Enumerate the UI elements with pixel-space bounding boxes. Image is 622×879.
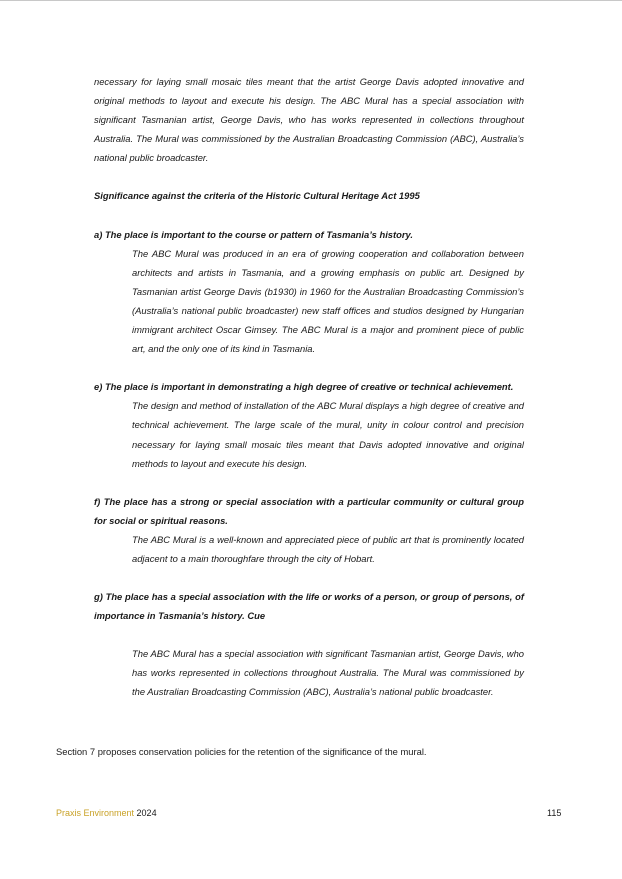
page-number: 115 (547, 808, 562, 818)
criterion-a-body: The ABC Mural was produced in an era of growing cooperation and collaboration between architects and artists in Tasmania, and a growing emphasis on public art. Designed by Tasmanian artist George Davis (b1930) in 1960 for the Australian Broadcasting Commission’s (Australia’s national public broadcaster) new staff offices and studios designed by Hungarian immigrant architect Oscar Gimsey. The ABC Mural is a major and prominent piece of public art, and the only one of its kind in Tasmania. (132, 247, 524, 355)
criterion-a-heading: a) The place is important to the course or pattern of Tasmania’s history. (94, 228, 413, 240)
intro-paragraph: necessary for laying small mosaic tiles meant that the artist George Davis adopted innovative and original methods to layout and execute his design. The ABC Mural has a special association with significant Tasmanian artist, George Davis, who has works represented in collections throughout Australia. The Mural was commissioned by the Australian Broadcasting Commission (ABC), Australia’s national public broadcaster. (94, 76, 524, 164)
spacer (94, 473, 524, 492)
criterion-e-heading: e) The place is important in demonstrating a high degree of creative or technical achievement. (94, 381, 514, 393)
conclusion-text: Section 7 proposes conservation policies for the retention of the significance of the mural. (56, 746, 427, 757)
footer-brand-line (56, 806, 157, 820)
criterion-f-body: The ABC Mural is a well-known and appreciated piece of public art that is prominently located adjacent to a main thoroughfare through the city of Hobart. (132, 533, 524, 564)
spacer (94, 206, 524, 225)
significance-heading: Significance against the criteria of the Historic Cultural Heritage Act 1995 (94, 190, 420, 202)
criterion-e-body: The design and method of installation of the ABC Mural displays a high degree of creative and technical achievement. The large scale of the mural, unity in colour control and precision necessary for laying small mosaic tiles meant that Davis adopted innovative and original methods to layout and execute his design. (132, 400, 524, 469)
spacer (94, 625, 524, 644)
criterion-g-heading: g) The place has a special association with the life or works of a person, or group of persons, of importance in Tasmania’s history. Cue (94, 591, 524, 622)
spacer (94, 167, 524, 186)
footer-year: 2024 (136, 808, 157, 818)
criterion-f-heading: f) The place has a strong or special association with a particular community or cultural group for social or spiritual reasons. (94, 495, 524, 526)
footer-brand: Praxis Environment (56, 808, 135, 818)
spacer (94, 358, 524, 377)
spacer (94, 568, 524, 587)
document-body (94, 72, 524, 702)
top-divider (0, 0, 622, 1)
criterion-g-body: The ABC Mural has a special association with significant Tasmanian artist, George Davis, who has works represented in collections throughout Australia. The Mural was commissioned by the Australian Broadcasting Commission (ABC), Australia’s national public broadcaster. (132, 648, 524, 698)
